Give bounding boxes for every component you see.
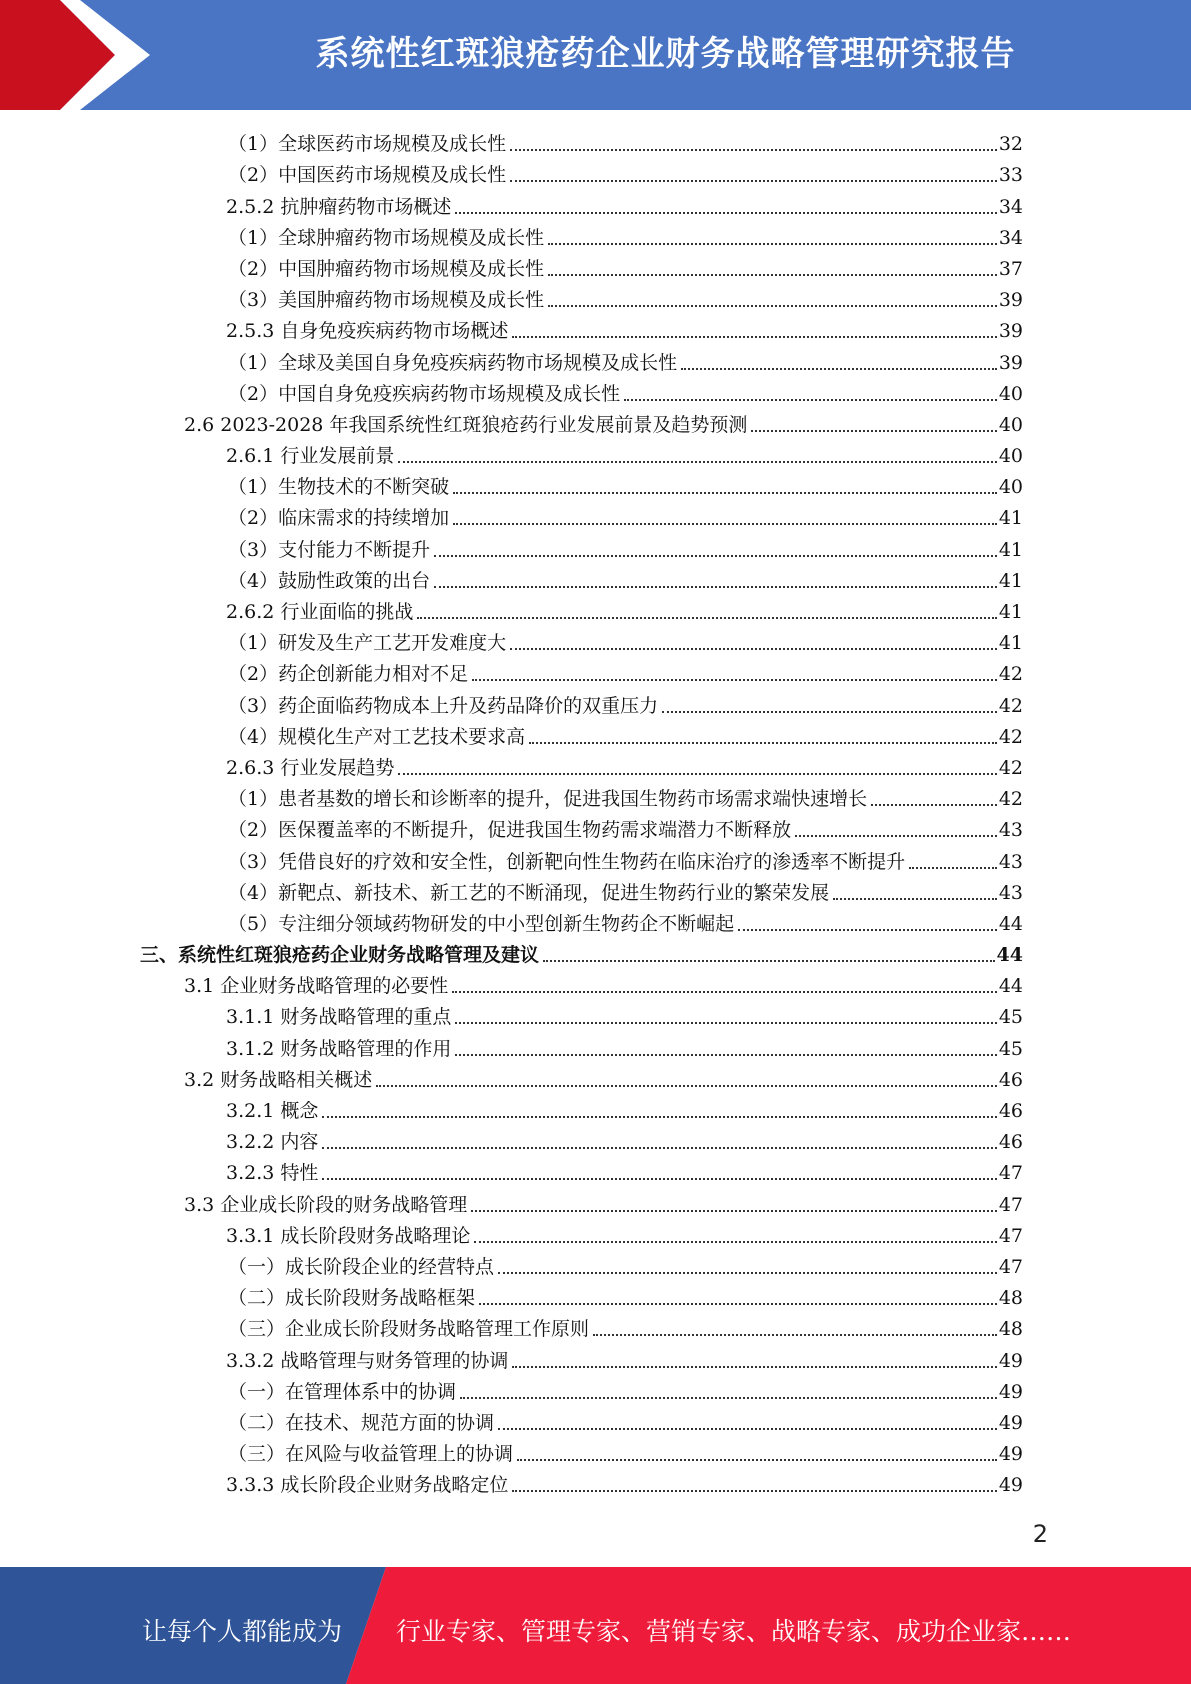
toc-entry[interactable]: [0, 126, 1191, 157]
toc-dot-leader: [479, 1303, 997, 1305]
toc-entry[interactable]: [0, 1280, 1191, 1311]
toc-dot-leader: [593, 1334, 997, 1336]
toc-dot-leader: [833, 898, 997, 900]
toc-entry[interactable]: [0, 157, 1191, 188]
toc-dot-leader: [529, 742, 997, 744]
toc-entry-page: 41: [998, 569, 1023, 592]
toc-entry-title: （1）全球肿瘤药物市场规模及成长性: [228, 226, 545, 249]
toc-entry-title: （5）专注细分领域药物研发的中小型创新生物药企不断崛起: [228, 912, 735, 935]
toc-entry-title: 3.3.1 成长阶段财务战略理论: [226, 1224, 471, 1247]
toc-dot-leader: [510, 149, 997, 151]
toc-entry[interactable]: [0, 469, 1191, 500]
toc-entry-page: 37: [998, 257, 1023, 280]
toc-dot-leader: [510, 180, 997, 182]
table-of-contents: [0, 126, 1191, 1498]
toc-entry-title: （2）医保覆盖率的不断提升，促进我国生物药需求端潜力不断释放: [228, 819, 792, 842]
toc-entry[interactable]: [0, 1405, 1191, 1436]
toc-entry-title: 3.2.2 内容: [226, 1131, 319, 1154]
toc-dot-leader: [322, 1178, 996, 1180]
toc-entry[interactable]: [0, 750, 1191, 781]
toc-entry-page: 34: [998, 226, 1023, 249]
toc-dot-leader: [453, 523, 997, 525]
toc-entry[interactable]: [0, 1249, 1191, 1280]
toc-entry-page: 40: [998, 476, 1023, 499]
report-title: 系统性红斑狼疮药企业财务战略管理研究报告: [315, 34, 1016, 74]
toc-entry-page: 47: [998, 1255, 1023, 1278]
toc-dot-leader: [871, 804, 997, 806]
toc-dot-leader: [510, 648, 997, 650]
toc-entry-title: 3.1.2 财务战略管理的作用: [226, 1037, 452, 1060]
toc-entry[interactable]: [0, 812, 1191, 843]
toc-dot-leader: [322, 1147, 996, 1149]
toc-entry-page: 42: [998, 725, 1023, 748]
toc-entry[interactable]: [0, 937, 1191, 968]
toc-entry[interactable]: [0, 999, 1191, 1030]
toc-dot-leader: [474, 1241, 996, 1243]
header-banner: [0, 0, 1191, 110]
toc-dot-leader: [498, 1272, 997, 1274]
toc-entry-title: （4）规模化生产对工艺技术要求高: [228, 725, 526, 748]
toc-dot-leader: [548, 305, 997, 307]
toc-entry-page: 45: [998, 1037, 1023, 1060]
toc-dot-leader: [795, 835, 997, 837]
toc-dot-leader: [455, 1022, 996, 1024]
toc-dot-leader: [322, 1116, 996, 1118]
toc-dot-leader: [376, 1085, 997, 1087]
toc-dot-leader: [751, 430, 996, 432]
toc-entry-page: 43: [998, 881, 1023, 904]
toc-entry[interactable]: [0, 313, 1191, 344]
toc-entry[interactable]: [0, 1436, 1191, 1467]
toc-entry[interactable]: [0, 687, 1191, 718]
toc-entry[interactable]: [0, 1093, 1191, 1124]
toc-dot-leader: [398, 461, 996, 463]
toc-entry-page: 42: [998, 756, 1023, 779]
toc-entry[interactable]: [0, 251, 1191, 282]
toc-entry-page: 47: [998, 1162, 1023, 1185]
toc-entry-title: （1）全球医药市场规模及成长性: [228, 133, 507, 156]
toc-entry-title: （2）中国自身免疫疾病药物市场规模及成长性: [228, 382, 621, 405]
toc-entry-page: 40: [998, 445, 1023, 468]
toc-entry-page: 39: [998, 289, 1023, 312]
toc-entry-page: 41: [998, 538, 1023, 561]
header-arrow-decoration: [0, 0, 160, 110]
toc-entry-title: （4）鼓励性政策的出台: [228, 569, 431, 592]
toc-entry-title: 3.3 企业成长阶段的财务战略管理: [184, 1193, 468, 1216]
toc-dot-leader: [548, 274, 997, 276]
toc-entry-title: （二）成长阶段财务战略框架: [228, 1287, 476, 1310]
toc-entry-page: 33: [998, 164, 1023, 187]
toc-entry[interactable]: [0, 843, 1191, 874]
toc-entry-page: 43: [998, 819, 1023, 842]
toc-entry-title: 2.5.3 自身免疫疾病药物市场概述: [226, 320, 509, 343]
toc-entry[interactable]: [0, 1062, 1191, 1093]
toc-entry-page: 49: [998, 1443, 1023, 1466]
toc-dot-leader: [624, 399, 997, 401]
footer-slogan-right: 行业专家、管理专家、营销专家、战略专家、成功企业家……: [396, 1617, 1072, 1646]
toc-entry[interactable]: [0, 781, 1191, 812]
toc-dot-leader: [452, 991, 997, 993]
toc-entry-page: 40: [998, 413, 1023, 436]
toc-entry-title: （一）在管理体系中的协调: [228, 1380, 457, 1403]
toc-dot-leader: [398, 773, 996, 775]
toc-entry-page: 48: [998, 1287, 1023, 1310]
toc-entry-title: 2.6 2023-2028 年我国系统性红斑狼疮药行业发展前景及趋势预测: [184, 413, 748, 436]
toc-entry-title: （3）支付能力不断提升: [228, 538, 431, 561]
toc-dot-leader: [471, 1210, 997, 1212]
toc-entry[interactable]: [0, 438, 1191, 469]
toc-dot-leader: [738, 929, 997, 931]
toc-entry[interactable]: [0, 594, 1191, 625]
toc-entry-title: （2）中国肿瘤药物市场规模及成长性: [228, 257, 545, 280]
toc-entry-title: （二）在技术、规范方面的协调: [228, 1411, 495, 1434]
toc-entry[interactable]: [0, 500, 1191, 531]
toc-entry-title: 2.6.1 行业发展前景: [226, 445, 395, 468]
footer-slogan-left: 让每个人都能成为: [142, 1617, 343, 1646]
toc-entry-page: 44: [998, 975, 1023, 998]
toc-entry-page: 46: [998, 1100, 1023, 1122]
toc-entry[interactable]: [0, 531, 1191, 562]
toc-dot-leader: [453, 492, 997, 494]
toc-dot-leader: [417, 617, 996, 619]
toc-entry[interactable]: [0, 282, 1191, 313]
toc-entry-title: （1）患者基数的增长和诊断率的提升，促进我国生物药市场需求端快速增长: [228, 788, 868, 811]
toc-entry[interactable]: [0, 1342, 1191, 1373]
toc-entry[interactable]: [0, 1186, 1191, 1217]
toc-entry-page: 41: [998, 632, 1023, 655]
toc-entry-page: 46: [998, 1068, 1023, 1091]
toc-entry[interactable]: [0, 344, 1191, 375]
toc-entry-page: 41: [998, 507, 1023, 530]
toc-dot-leader: [460, 1397, 997, 1399]
toc-entry-title: （3）药企面临药物成本上升及药品降价的双重压力: [228, 694, 659, 717]
toc-entry[interactable]: [0, 656, 1191, 687]
toc-entry[interactable]: [0, 1124, 1191, 1155]
toc-entry-title: （1）研发及生产工艺开发难度大: [228, 632, 507, 655]
toc-entry-title: 3.3.2 战略管理与财务管理的协调: [226, 1349, 509, 1372]
toc-dot-leader: [548, 243, 997, 245]
toc-entry-page: 42: [998, 788, 1023, 811]
toc-dot-leader: [434, 555, 997, 557]
toc-entry-title: 3.1 企业财务战略管理的必要性: [184, 975, 449, 998]
toc-entry-title: （1）生物技术的不断突破: [228, 476, 450, 499]
toc-entry-page: 49: [998, 1411, 1023, 1434]
toc-entry-page: 44: [996, 944, 1023, 967]
toc-entry-page: 43: [998, 850, 1023, 873]
toc-entry-title: （2）临床需求的持续增加: [228, 507, 450, 530]
toc-entry-title: 三、系统性红斑狼疮药企业财务战略管理及建议: [140, 944, 540, 967]
toc-entry[interactable]: [0, 719, 1191, 750]
toc-entry[interactable]: [0, 906, 1191, 937]
toc-entry-page: 39: [998, 351, 1023, 374]
toc-entry-title: 3.3.3 成长阶段企业财务战略定位: [226, 1474, 509, 1497]
toc-entry[interactable]: [0, 188, 1191, 219]
toc-entry[interactable]: [0, 875, 1191, 906]
toc-entry-title: （三）在风险与收益管理上的协调: [228, 1443, 514, 1466]
page-number: 2: [1032, 1520, 1048, 1548]
toc-entry-title: 2.6.2 行业面临的挑战: [226, 601, 414, 623]
toc-entry-page: 42: [998, 694, 1023, 717]
toc-entry-page: 49: [998, 1380, 1023, 1403]
toc-entry-page: 41: [998, 601, 1023, 623]
toc-entry-page: 40: [998, 382, 1023, 405]
toc-entry[interactable]: [0, 220, 1191, 251]
toc-entry-page: 49: [998, 1349, 1023, 1372]
toc-dot-leader: [517, 1459, 997, 1461]
toc-entry-page: 48: [998, 1318, 1023, 1341]
toc-entry[interactable]: [0, 1155, 1191, 1186]
toc-dot-leader: [455, 1054, 996, 1056]
toc-entry[interactable]: [0, 563, 1191, 594]
toc-entry-title: 3.2 财务战略相关概述: [184, 1068, 373, 1091]
toc-dot-leader: [512, 1366, 996, 1368]
toc-entry-page: 42: [998, 663, 1023, 686]
toc-dot-leader: [472, 679, 997, 681]
toc-entry-title: 2.5.2 抗肿瘤药物市场概述: [226, 195, 452, 218]
toc-entry-page: 49: [998, 1474, 1023, 1497]
toc-entry-page: 46: [998, 1131, 1023, 1154]
toc-entry-title: （2）中国医药市场规模及成长性: [228, 164, 507, 187]
toc-dot-leader: [681, 368, 997, 370]
toc-dot-leader: [909, 867, 997, 869]
toc-entry[interactable]: [0, 625, 1191, 656]
toc-entry-page: 39: [998, 320, 1023, 343]
toc-entry-title: 2.6.3 行业发展趋势: [226, 756, 395, 779]
toc-entry[interactable]: [0, 1218, 1191, 1249]
toc-entry-title: 3.1.1 财务战略管理的重点: [226, 1006, 452, 1029]
toc-dot-leader: [498, 1428, 997, 1430]
toc-entry[interactable]: [0, 1467, 1191, 1498]
toc-entry-title: （4）新靶点、新技术、新工艺的不断涌现，促进生物药行业的繁荣发展: [228, 881, 830, 904]
toc-entry-page: 47: [998, 1193, 1023, 1216]
toc-entry-page: 44: [998, 912, 1023, 935]
toc-entry[interactable]: [0, 407, 1191, 438]
toc-entry-page: 32: [998, 133, 1023, 156]
toc-entry-page: 34: [998, 195, 1023, 218]
toc-dot-leader: [512, 1490, 996, 1492]
toc-entry-page: 45: [998, 1006, 1023, 1029]
toc-entry[interactable]: [0, 968, 1191, 999]
toc-entry-title: （3）美国肿瘤药物市场规模及成长性: [228, 289, 545, 312]
toc-entry-title: （三）企业成长阶段财务战略管理工作原则: [228, 1318, 590, 1341]
toc-entry-title: 3.2.3 特性: [226, 1162, 319, 1185]
toc-dot-leader: [434, 586, 997, 588]
toc-dot-leader: [455, 212, 996, 214]
toc-entry-title: 3.2.1 概念: [226, 1100, 319, 1122]
toc-entry[interactable]: [0, 376, 1191, 407]
footer-banner: [0, 1567, 1191, 1684]
toc-entry-title: （一）成长阶段企业的经营特点: [228, 1255, 495, 1278]
toc-entry-title: （1）全球及美国自身免疫疾病药物市场规模及成长性: [228, 351, 678, 374]
toc-dot-leader: [662, 711, 997, 713]
toc-dot-leader: [512, 336, 996, 338]
toc-dot-leader: [543, 960, 995, 962]
toc-entry[interactable]: [0, 1030, 1191, 1061]
toc-entry[interactable]: [0, 1311, 1191, 1342]
toc-entry-page: 47: [998, 1224, 1023, 1247]
toc-entry-title: （3）凭借良好的疗效和安全性，创新靶向性生物药在临床治疗的渗透率不断提升: [228, 850, 906, 873]
toc-entry-title: （2）药企创新能力相对不足: [228, 663, 469, 686]
toc-entry[interactable]: [0, 1374, 1191, 1405]
